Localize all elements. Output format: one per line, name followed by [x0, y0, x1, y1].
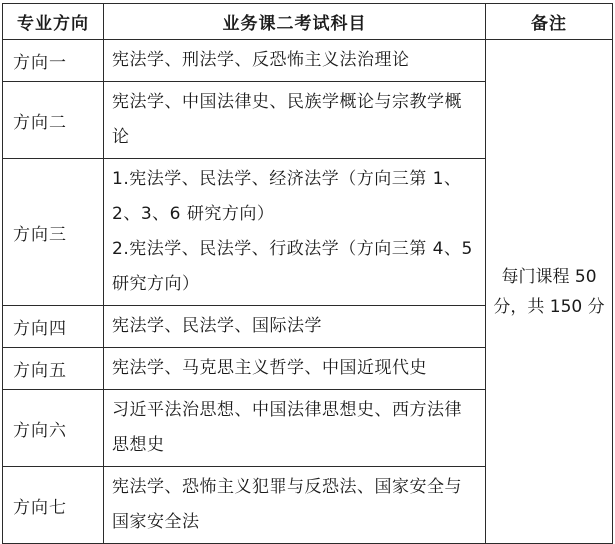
direction-cell: 方向七	[3, 467, 104, 544]
subject-text: 宪法学、马克思主义哲学、中国近现代史	[112, 358, 427, 378]
subjects-cell	[104, 306, 486, 348]
subjects-cell	[104, 40, 486, 82]
exam-subjects-table-wrapper	[2, 3, 613, 544]
header-note: 备注	[486, 4, 613, 40]
direction-cell: 方向六	[3, 390, 104, 467]
subject-text: 2.宪法学、民法学、行政法学（方向三第 4、5 研究方向）	[112, 239, 473, 294]
subject-text: 宪法学、恐怖主义犯罪与反恐法、国家安全与国家安全法	[112, 477, 462, 532]
direction-cell: 方向四	[3, 306, 104, 348]
subjects-cell	[104, 159, 486, 306]
exam-subjects-table	[2, 3, 613, 544]
subject-text: 宪法学、民法学、国际法学	[112, 316, 322, 336]
subjects-cell	[104, 82, 486, 159]
header-row	[3, 4, 613, 40]
subject-text: 1.宪法学、民法学、经济法学（方向三第 1、2、3、6 研究方向）	[112, 169, 462, 224]
subjects-cell	[104, 348, 486, 390]
direction-cell: 方向三	[3, 159, 104, 306]
subject-text: 习近平法治思想、中国法律思想史、西方法律思想史	[112, 400, 462, 455]
subject-text: 宪法学、中国法律史、民族学概论与宗教学概论	[112, 92, 462, 147]
subjects-cell	[104, 390, 486, 467]
direction-cell: 方向二	[3, 82, 104, 159]
header-subjects: 业务课二考试科目	[104, 4, 486, 40]
header-direction: 专业方向	[3, 4, 104, 40]
subject-text: 宪法学、刑法学、反恐怖主义法治理论	[112, 50, 410, 70]
direction-cell: 方向一	[3, 40, 104, 82]
table-row	[3, 40, 613, 82]
subjects-cell	[104, 467, 486, 544]
note-cell: 每门课程 50 分，共 150 分	[486, 40, 613, 544]
direction-cell: 方向五	[3, 348, 104, 390]
